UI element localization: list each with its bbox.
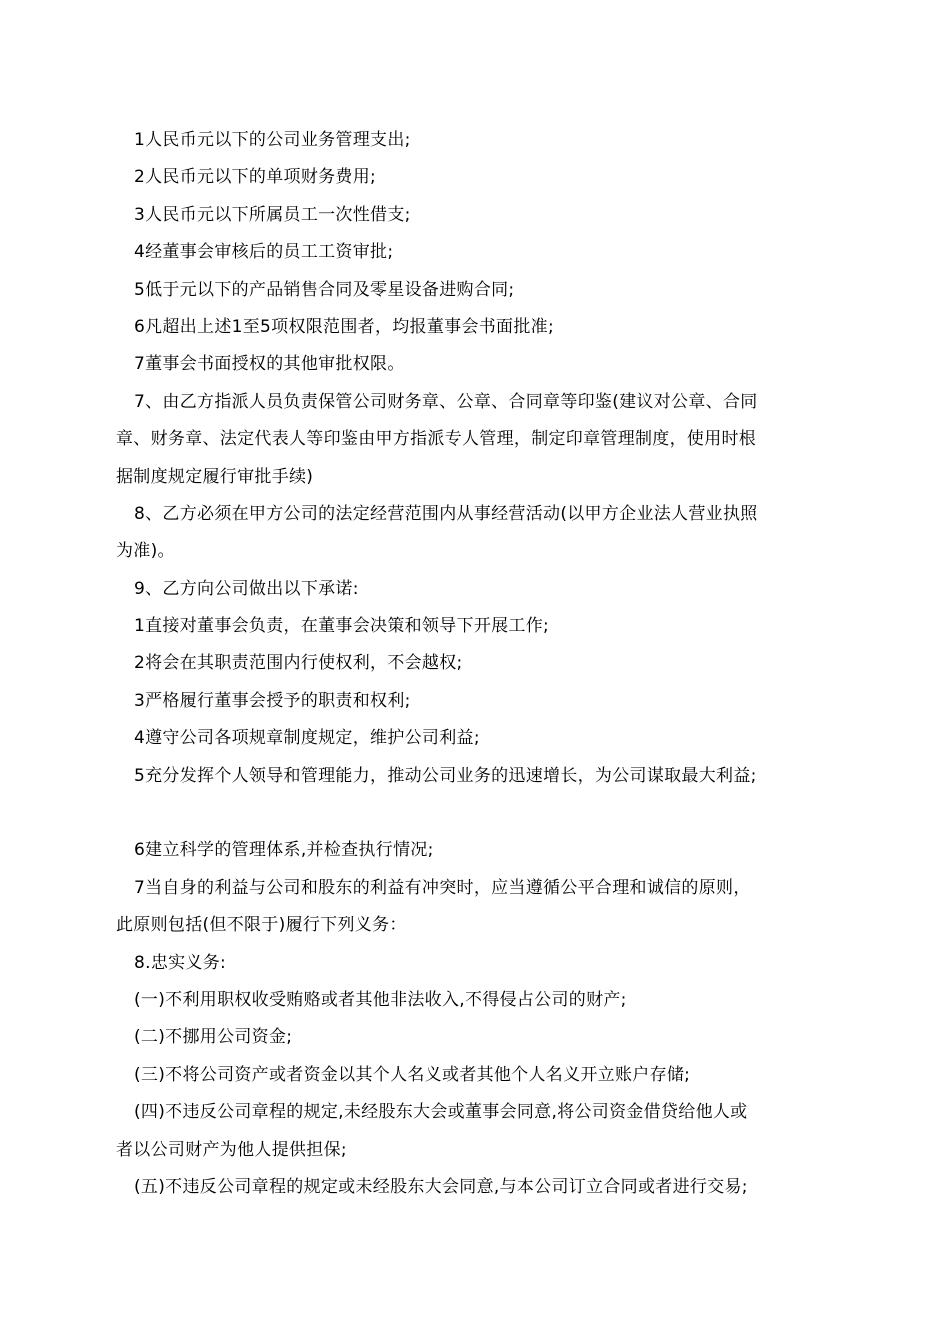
paragraph-line: 1直接对董事会负责，在董事会决策和领导下开展工作; — [134, 616, 550, 637]
paragraph-line: (五)不违反公司章程的规定或未经股东大会同意,与本公司订立合同或者进行交易; — [134, 1176, 748, 1197]
paragraph-line: 章、财务章、法定代表人等印鉴由甲方指派专人管理，制定印章管理制度，使用时根 — [116, 429, 757, 450]
paragraph-line: 8、乙方必须在甲方公司的法定经营范围内从事经营活动(以甲方企业法人营业执照 — [134, 503, 758, 524]
paragraph-line: 此原则包括(但不限于)履行下列义务： — [116, 915, 407, 936]
paragraph-line: 2人民币元以下的单项财务费用; — [134, 167, 377, 188]
paragraph-line: 5低于元以下的产品销售合同及零星设备进购合同; — [134, 279, 515, 300]
paragraph-line: 为准)。 — [116, 541, 175, 562]
blank-line — [116, 795, 838, 832]
paragraph-line: 8.忠实义务: — [134, 952, 227, 973]
paragraph-line: 7、由乙方指派人员负责保管公司财务章、公章、合同章等印鉴(建议对公章、合同 — [134, 391, 758, 412]
paragraph-line: 5充分发挥个人领导和管理能力，推动公司业务的迅速增长，为公司谋取最大利益; — [134, 765, 757, 786]
paragraph-line: 3严格履行董事会授予的职责和权利; — [134, 690, 411, 711]
paragraph-line: (三)不将公司资产或者资金以其个人名义或者其他个人名义开立账户存储; — [134, 1064, 691, 1085]
paragraph-line: 7董事会书面授权的其他审批权限。 — [134, 354, 405, 375]
paragraph-line: (四)不违反公司章程的规定,未经股东大会或董事会同意,将公司资金借贷给他人或 — [134, 1102, 748, 1123]
paragraph-line: 2将会在其职责范围内行使权利，不会越权; — [134, 653, 463, 674]
paragraph-line: 9、乙方向公司做出以下承诺: — [134, 578, 359, 599]
paragraph-line: 6建立科学的管理体系,并检查执行情况; — [134, 840, 434, 861]
paragraph-line: 据制度规定履行审批手续) — [116, 466, 314, 487]
paragraph-line: 7当自身的利益与公司和股东的利益有冲突时，应当遵循公平合理和诚信的原则， — [134, 877, 751, 898]
paragraph-line: 4遵守公司各项规章制度规定，维护公司利益; — [134, 728, 480, 749]
paragraph-line: 者以公司财产为他人提供担保; — [116, 1139, 347, 1160]
paragraph-line: (一)不利用职权收受贿赂或者其他非法收入,不得侵占公司的财产; — [134, 989, 627, 1010]
paragraph-line: 1人民币元以下的公司业务管理支出; — [134, 130, 411, 150]
document-body — [116, 122, 838, 1206]
paragraph-line: 6凡超出上述1至5项权限范围者，均报董事会书面批准; — [134, 316, 554, 337]
paragraph-line: 3人民币元以下所属员工一次性借支; — [134, 204, 411, 225]
paragraph-line: (二)不挪用公司资金; — [134, 1027, 293, 1048]
paragraph-line: 4经董事会审核后的员工工资审批; — [134, 242, 394, 263]
